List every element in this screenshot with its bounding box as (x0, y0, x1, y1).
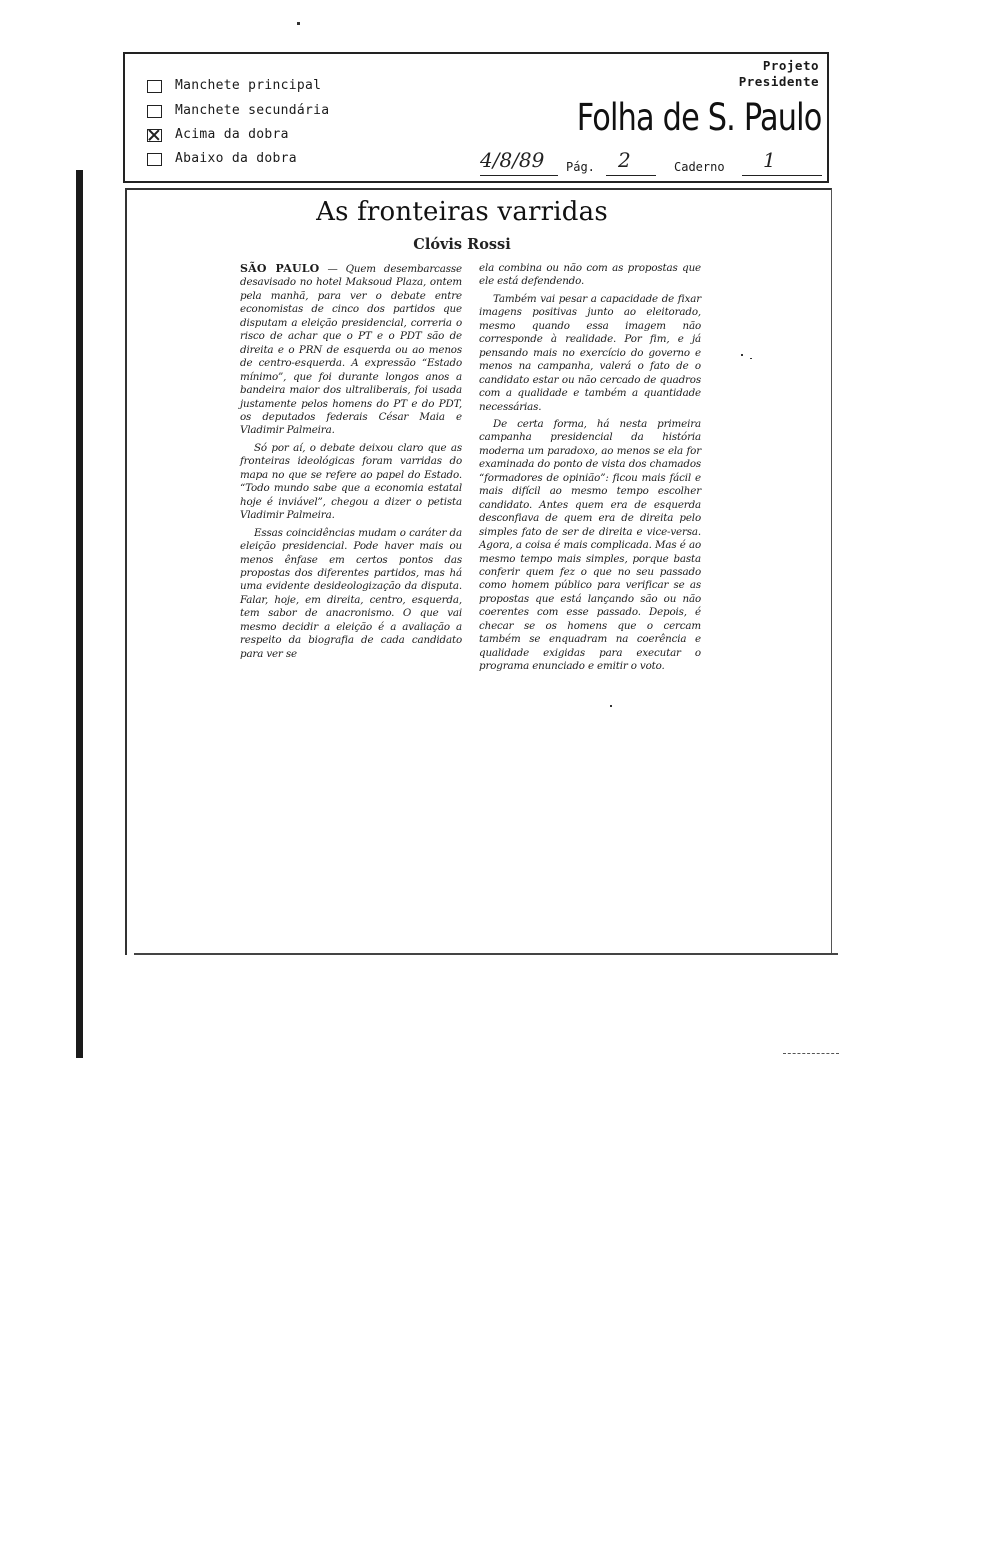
article-paragraph: ela combina ou não com as propostas que ele está defendendo. (479, 262, 701, 288)
project-line2: Presidente (738, 74, 819, 89)
page-value: 2 (618, 148, 631, 172)
date-value: 4/8/89 (480, 148, 545, 172)
checkbox[interactable] (147, 153, 162, 166)
scan-speck (297, 22, 300, 25)
article-byline: Clóvis Rossi (413, 236, 511, 253)
frame-bottom-rule (134, 953, 838, 955)
project-line1: Projeto (762, 58, 819, 73)
article-paragraph: Só por aí, o debate deixou claro que as fronteiras ideológicas foram varridas do mapa no que se refere ao papel do Estado. “Todo mundo sabe que a economia estatal hoje é inviável”, chegou a dizer o petista Vladimir Palmeira. (240, 441, 462, 522)
article-paragraph: Também vai pesar a capacidade de fixar imagens positivas junto ao eleitorado, mesmo quando essa imagem não corresponde à realidade. Por fim, e já pensando mais no exercício do governo e menos na campanha, valerá o fato de o candidato estar ou não cercado de quadros com a qualidade e também a quantidade necessárias. (479, 292, 701, 413)
section-value: 1 (763, 148, 776, 172)
publication-meta (480, 148, 825, 176)
checkbox[interactable] (147, 105, 162, 118)
checklist-label: Acima da dobra (175, 127, 289, 142)
clipping-header (123, 52, 829, 183)
paragraph-text: — Quem desembarcasse desavisado no hotel Maksoud Plaza, ontem pela manhã, para ver o debate entre economistas de cinco dos partidos que disputam a eleição presidencial, correria o risco de achar que o PT e o PDT são de direita e o PRN de esquerda ou ao menos de centro-esquerda. A expressão “Estado mínimo”, que foi durante longos anos a bandeira maior dos ultraliberais, foi usada justamente pelos homens do PT e do PDT, os deputados federais César Maia e Vladimir Palmeira. (240, 263, 462, 437)
checkbox-checked[interactable] (147, 129, 162, 142)
frame-tail-rule (783, 1053, 839, 1055)
article-dateline: SÃO PAULO (240, 262, 320, 275)
page-underline (606, 175, 656, 176)
checklist-label: Manchete principal (175, 78, 322, 93)
scan-edge-shadow (76, 170, 83, 1058)
checklist-label: Manchete secundária (175, 103, 330, 118)
article-paragraph: Essas coincidências mudam o caráter da eleição presidencial. Pode haver mais ou menos ênfase em certos pontos das propostas dos diferentes partidos, mas há uma evidente desideologização da disputa. Falar, hoje, em direita, centro, esquerda, tem sabor de anacronismo. O que vai mesmo decidir a eleição é a avaliação a respeito da biografia de cada candidato para ver se (240, 526, 462, 660)
article-column-left (240, 262, 462, 665)
section-underline (742, 175, 822, 176)
article-column-right (479, 262, 701, 678)
section-label: Caderno (674, 160, 725, 174)
checklist-label: Abaixo da dobra (175, 151, 297, 166)
newspaper-masthead: Folha de S. Paulo (576, 96, 821, 139)
checkbox[interactable] (147, 80, 162, 93)
project-label (739, 58, 819, 90)
article-headline: As fronteiras varridas (316, 197, 608, 227)
article-paragraph: De certa forma, há nesta primeira campanha presidencial da história moderna um paradoxo, ao menos se ela for examinada do ponto de vista dos chamados “formadores de opinião”: ficou mais fácil e mais difícil ao mesmo tempo escolher candidato. Antes quem era de esquerda desconfiava de quem era de direita pelo simples fato de ser de direita e vice-versa. Agora, a coisa é mais complicada. Mas é ao mesmo tempo mais simples, porque basta conferir quem fez o que no seu passado como homem público para verificar se as propostas que está lançando são ou não coerentes com esse passado. Depois, é checar se os homens que o cercam também se enquadram na coerência e qualidade exigidas para executar o programa enunciado e emitir o voto. (479, 417, 701, 673)
page-label: Pág. (566, 160, 595, 174)
article-paragraph (240, 262, 462, 438)
date-underline (480, 175, 558, 176)
